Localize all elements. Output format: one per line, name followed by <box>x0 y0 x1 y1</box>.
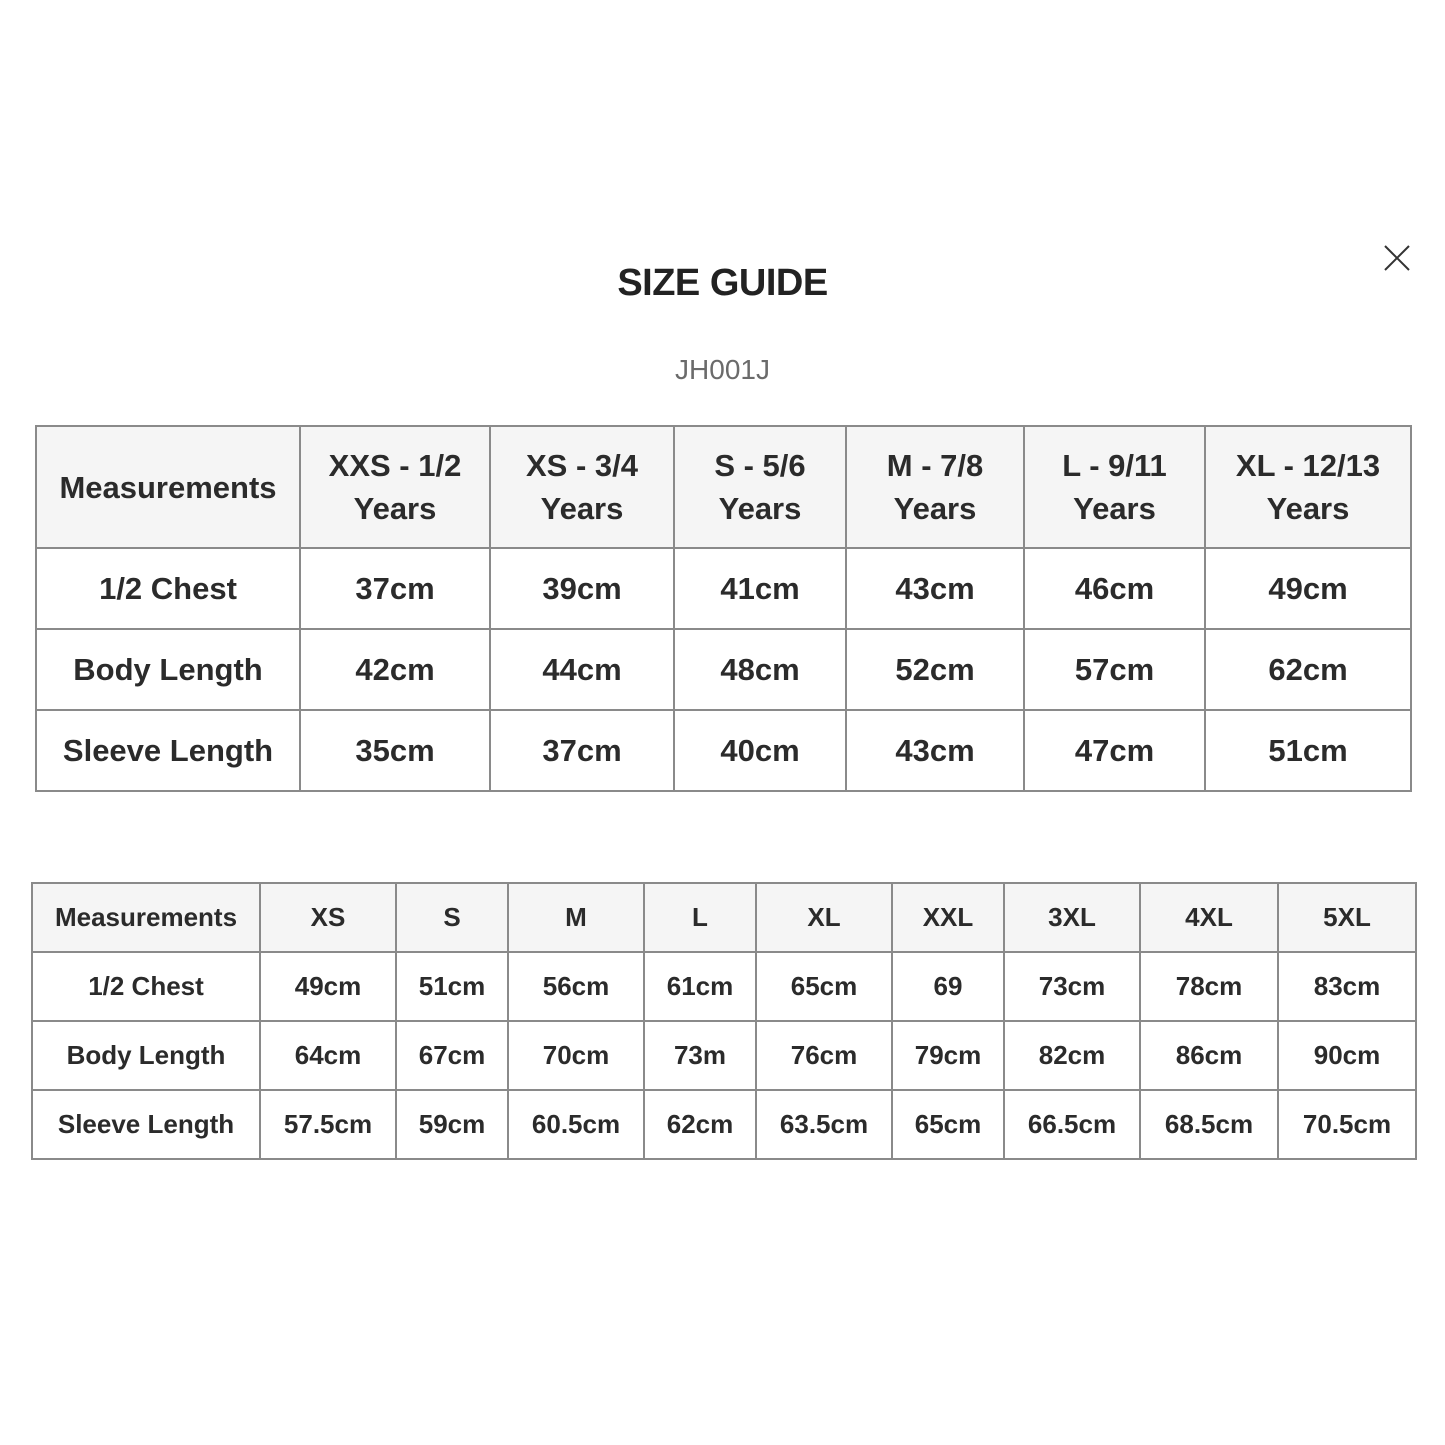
table-cell: 70cm <box>508 1021 644 1090</box>
row-label: Body Length <box>32 1021 260 1090</box>
table-row <box>32 1090 1416 1159</box>
table-cell: 49cm <box>1205 548 1411 629</box>
table-row <box>32 952 1416 1021</box>
table-cell: 73m <box>644 1021 756 1090</box>
header-cell: L <box>644 883 756 952</box>
table-cell: 60.5cm <box>508 1090 644 1159</box>
table-cell: 42cm <box>300 629 490 710</box>
table-cell: 57.5cm <box>260 1090 396 1159</box>
table-cell: 70.5cm <box>1278 1090 1416 1159</box>
table-row <box>36 629 1411 710</box>
header-cell: S <box>396 883 508 952</box>
table-cell: 35cm <box>300 710 490 791</box>
table-cell: 51cm <box>1205 710 1411 791</box>
row-label: Body Length <box>36 629 300 710</box>
header-cell: XXS - 1/2 Years <box>300 426 490 548</box>
kids-size-table <box>35 425 1412 792</box>
header-cell: XL <box>756 883 892 952</box>
table-cell: 83cm <box>1278 952 1416 1021</box>
table-cell: 59cm <box>396 1090 508 1159</box>
header-cell: Measurements <box>32 883 260 952</box>
table-cell: 39cm <box>490 548 674 629</box>
table-cell: 44cm <box>490 629 674 710</box>
table-cell: 76cm <box>756 1021 892 1090</box>
header-cell: XS <box>260 883 396 952</box>
table-cell: 69 <box>892 952 1004 1021</box>
table-cell: 52cm <box>846 629 1024 710</box>
table-cell: 43cm <box>846 548 1024 629</box>
row-label: 1/2 Chest <box>36 548 300 629</box>
table-row <box>36 710 1411 791</box>
header-cell: XXL <box>892 883 1004 952</box>
table-cell: 57cm <box>1024 629 1205 710</box>
table-cell: 65cm <box>892 1090 1004 1159</box>
table-cell: 68.5cm <box>1140 1090 1278 1159</box>
table-cell: 62cm <box>644 1090 756 1159</box>
table-header-row <box>32 883 1416 952</box>
table-cell: 37cm <box>490 710 674 791</box>
table-cell: 48cm <box>674 629 846 710</box>
table-cell: 63.5cm <box>756 1090 892 1159</box>
close-button[interactable] <box>1382 243 1412 273</box>
table-cell: 56cm <box>508 952 644 1021</box>
close-icon <box>1382 243 1412 273</box>
table-cell: 40cm <box>674 710 846 791</box>
table-cell: 66.5cm <box>1004 1090 1140 1159</box>
table-cell: 47cm <box>1024 710 1205 791</box>
table-cell: 78cm <box>1140 952 1278 1021</box>
table-cell: 62cm <box>1205 629 1411 710</box>
header-cell: XL - 12/13 Years <box>1205 426 1411 548</box>
table-cell: 67cm <box>396 1021 508 1090</box>
table-cell: 64cm <box>260 1021 396 1090</box>
table-cell: 86cm <box>1140 1021 1278 1090</box>
product-code: JH001J <box>675 354 770 385</box>
table-cell: 43cm <box>846 710 1024 791</box>
header-cell: 5XL <box>1278 883 1416 952</box>
header-cell: M <box>508 883 644 952</box>
row-label: Sleeve Length <box>32 1090 260 1159</box>
table-cell: 37cm <box>300 548 490 629</box>
table-cell: 65cm <box>756 952 892 1021</box>
header-cell: 3XL <box>1004 883 1140 952</box>
table-row <box>36 548 1411 629</box>
header-cell: XS - 3/4 Years <box>490 426 674 548</box>
header-cell: Measurements <box>36 426 300 548</box>
row-label: 1/2 Chest <box>32 952 260 1021</box>
table-cell: 49cm <box>260 952 396 1021</box>
header-cell: L - 9/11 Years <box>1024 426 1205 548</box>
page-title: SIZE GUIDE <box>617 262 828 304</box>
table-cell: 82cm <box>1004 1021 1140 1090</box>
row-label: Sleeve Length <box>36 710 300 791</box>
header-cell: 4XL <box>1140 883 1278 952</box>
table-cell: 46cm <box>1024 548 1205 629</box>
table-cell: 90cm <box>1278 1021 1416 1090</box>
table-cell: 51cm <box>396 952 508 1021</box>
table-cell: 41cm <box>674 548 846 629</box>
table-cell: 73cm <box>1004 952 1140 1021</box>
adult-size-table <box>31 882 1417 1160</box>
table-cell: 61cm <box>644 952 756 1021</box>
table-cell: 79cm <box>892 1021 1004 1090</box>
header-cell: M - 7/8 Years <box>846 426 1024 548</box>
header-cell: S - 5/6 Years <box>674 426 846 548</box>
table-row <box>32 1021 1416 1090</box>
table-header-row <box>36 426 1411 548</box>
